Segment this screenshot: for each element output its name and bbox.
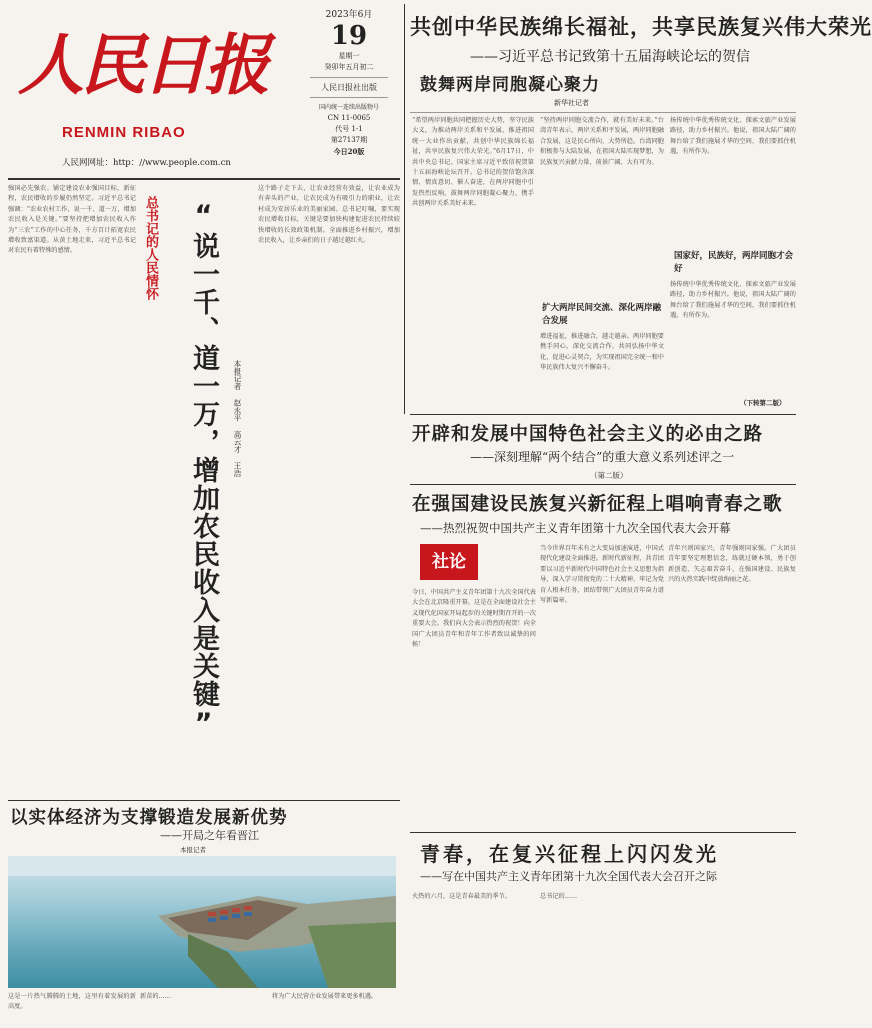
section1-headline[interactable]: 开辟和发展中国特色社会主义的必由之路 [412,424,764,445]
lead-column-1: “希望两岸同胞共同把握历史大势，坚守民族大义，为推动两岸关系和平发展、推进祖国统一大业作出贡献，共创中华民族绵长福祉，共享民族复兴伟大荣光。”6月17日，中共中央总书记、国家主席习近平致信祝贺第十五届海峡论坛召开。总书记的贺信饱含深情、情真意切、催人奋进，在两岸同胞中引发热烈反响，鼓舞两岸同胞凝心聚力，携手共创两岸关系美好未来。 [412,117,534,208]
feature-column-2: 这个路子走下去，让农业经营有效益，让农业成为有奔头的产业，让农民成为有吸引力的职业，让农村成为安居乐业的美丽家园。总书记叮嘱，要实现农民增收目标，关键是要加快构建促进农民持续较快增收的长效政策机制。全面推进乡村振兴，增加农民收入，让乡亲们的日子越过越红火。 [258,185,400,245]
code: 代号 1-1 [335,125,363,133]
date-weekday: 星期一 [338,52,360,60]
jinjiang-subhead: ——开局之年看晋江 [160,829,259,842]
lead-inline-head-1: 扩大两岸民间交流、深化两岸融合发展 [542,303,662,326]
date-day: 19 [330,21,368,51]
feature-reporters: 本报记者 赵永平 高云才 王浩 [233,360,242,477]
jinjiang-byline: 本报记者 [180,846,206,854]
feature-tag: 总书记的人民情怀 [143,196,158,300]
jinjiang-column-1: 这是一片热气腾腾的土地，这里有着发展的新高度。 [8,993,136,1011]
lead-headline[interactable]: 共创中华民族绵长福祉，共享民族复兴伟大荣光 [410,15,872,39]
jinjiang-headline[interactable]: 以实体经济为支撑锻造发展新优势 [10,808,288,828]
publisher: 人民日报社出版 [321,83,377,92]
website-label[interactable]: 人民网网址：http：//www.people.com.cn [62,158,231,168]
editorial-headline[interactable]: 在强国建设民族复兴新征程上唱响青春之歌 [412,494,783,515]
editorial-column-3: 青年兴则国家兴，青年强则国家强。广大团员青年要坚定理想信念，练就过硬本领，勇于创新创造，矢志艰苦奋斗，在强国建设、民族复兴的火热实践中绽放绚丽之花。 [668,545,796,584]
jinjiang-column-2: 新苗的…… [140,993,171,1000]
feature-vertical-headline[interactable]: “说一千、道一万，增加农民收入是关键” [188,200,219,740]
section1-subhead: ——深刻理解“两个结合”的重大意义系列述评之一 [470,450,735,464]
masthead-logo: 人民日报 [18,26,266,104]
serial-label: 国内统一连续出版物号 [318,104,379,111]
editorial-stamp: 社论 [420,544,478,580]
issue-number: 第27137期 [330,136,368,144]
lead-column-4: 扬传统中华优秀传统文化、探索文旅产业发展路径，助力乡村振兴。他说，祖国大陆广阔的舞台给了我们施展才华的空间，我们要抓住机遇，有所作为。 [670,117,796,156]
youth-headline[interactable]: 青春，在复兴征程上闪闪发光 [420,842,719,866]
page-count: 今日20版 [333,147,365,156]
editorial-column-2: 当今世界百年未有之大变局加速演进，中国式现代化建设全面推进。新时代新征程，共青团要以习近平新时代中国特色社会主义思想为指导，深入学习贯彻党的二十大精神，牢记为党育人根本任务，团结带领广大团员青年奋力谱写新篇章。 [540,545,664,605]
youth-column-1: 火热的六月，这是青春最美的季节。 [412,893,511,900]
editorial-column-1: 今日，中国共产主义青年团第十九次全国代表大会在北京隆重开幕。这是在全面建设社会主义现代化国家开局起步的关键时期召开的一次重要大会。我们向大会表示热烈的祝贺！向全国广大团员青年和青年工作者致以诚挚的问候！ [412,589,536,649]
date-year-month: 2023年6月 [325,10,373,20]
youth-column-2: 总书记的…… [540,893,578,900]
lead-column-2: “坚持两岸同胞交流合作，就有美好未来。”台湾青年表示，两岸关系和平发展，两岸同胞融合发展，这是民心所向、大势所趋。台湾同胞积极参与大陆发展，在祖国大陆实现梦想，为民族复兴贡献力量，前景广阔、大有可为。 [540,117,664,166]
lead-column-3: 增进福祉，推进融合，越走越亲。两岸同胞要携手同心，深化交流合作，共同弘扬中华文化，促进心灵契合，为实现祖国完全统一和中华民族伟大复兴不懈奋斗。 [540,333,664,372]
jinjiang-column-3: 将为广大民营企业发展带来更多机遇。 [272,993,378,1000]
cn-number: CN 11-0065 [327,114,371,122]
date-box [300,4,398,170]
lead-continue[interactable]: （下转第二版） [740,399,786,407]
youth-subhead: ——写在中国共产主义青年团第十九次全国代表大会召开之际 [420,870,717,883]
port-illustration [8,856,396,988]
date-lunar: 癸卯年五月初二 [324,63,374,71]
lead-subhead-1: ——习近平总书记致第十五届海峡论坛的贺信 [470,49,750,65]
feature-column-1: 强国必先强农。铺定建设农业强国目标，新征程，农民增收的步履仍然坚定。习近平总书记强调：“农业农村工作，说一千、道一万，增加农民收入是关键。”要坚持把增加农民收入作为“三农”工作的中心任务，千方百计拓宽农民增收致富渠道。从黄土地走来，习近平总书记对农民有着特殊的感情。 [8,185,136,255]
lead-subhead-2: 鼓舞两岸同胞凝心聚力 [420,75,600,95]
editorial-subhead: ——热烈祝贺中国共产主义青年团第十九次全国代表大会开幕 [420,521,731,535]
lead-byline: 新华社记者 [554,99,589,107]
port-photo [8,856,396,988]
lead-column-5: 扬传统中华优秀传统文化、探索文旅产业发展路径，助力乡村振兴。他说，祖国大陆广阔的舞台给了我们施展才华的空间，我们要抓住机遇，有所作为。 [670,281,796,320]
lead-inline-head-2: 国家好，民族好，两岸同胞才会好 [674,251,794,274]
masthead-pinyin: RENMIN RIBAO [62,124,186,141]
section1-page-note[interactable]: （第二版） [590,471,628,480]
